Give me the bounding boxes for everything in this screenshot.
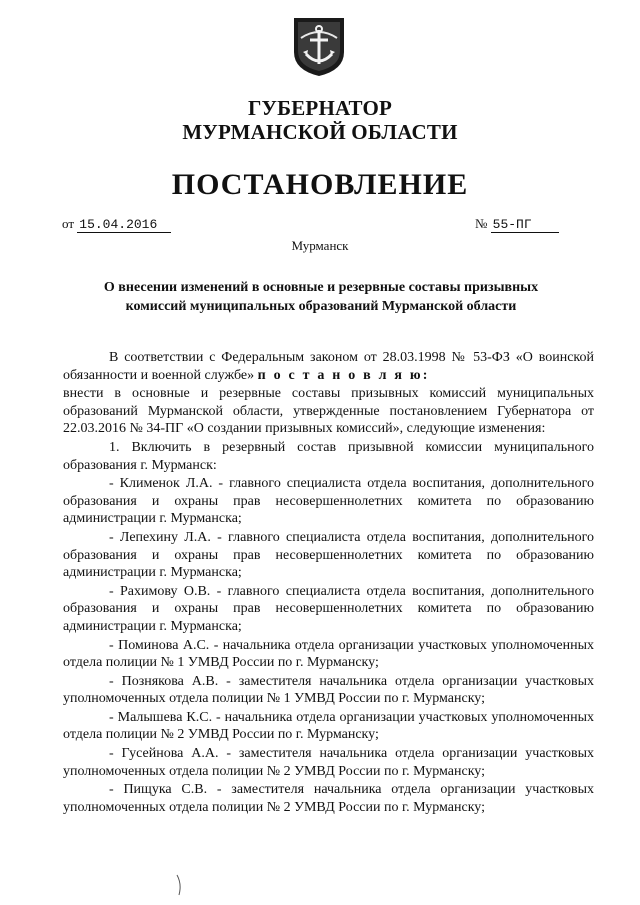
member-item: - Поминова А.С. - начальника отдела организации участковых уполномоченных отдела полиции № 1 УМВД России по г. Мурманску; xyxy=(63,637,594,671)
pen-mark xyxy=(176,874,184,896)
number-prefix: № xyxy=(475,216,488,231)
date-prefix: от xyxy=(62,216,75,231)
member-item: - Лепехину Л.А. - главного специалиста отдела воспитания, дополнительного образования и охраны прав несовершеннолетних комитета по образованию администрации г. Мурманска; xyxy=(63,529,594,581)
governor-title: ГУБЕРНАТОР xyxy=(247,96,393,120)
preamble-text: В соответствии с Федеральным законом от 28.03.1998 № 53-ФЗ «О воинской обязанности и военной службе» xyxy=(63,350,594,383)
member-item: - Клименок Л.А. - главного специалиста отдела воспитания, дополнительного образования и охраны прав несовершеннолетних комитета по образованию администрации г. Мурманска; xyxy=(63,476,594,527)
region-title: МУРМАНСКОЙ ОБЛАСТИ xyxy=(182,120,458,144)
date-value: 15.04.2016 xyxy=(77,217,171,233)
document-subject: О внесении изменений в основные и резервные составы призывных комиссий муниципальных образований Мурманской области xyxy=(103,280,539,314)
document-number xyxy=(475,216,559,233)
member-item: - Гусейнова А.А. - заместителя начальника отдела организации участковых уполномоченных отдела полиции № 2 УМВД России по г. Мурманску; xyxy=(63,746,594,779)
member-item: - Малышева К.С. - начальника отдела организации участковых уполномоченных отдела полиции № 2 УМВД России по г. Мурманску; xyxy=(63,709,594,743)
intro-paragraph: внести в основные и резервные составы призывных комиссий муниципальных образований Мурманской области, утвержденные постановлением Губернатора от 22.03.2016 № 34-ПГ «О создании призывных комиссий», следующие изменения: xyxy=(63,386,594,437)
coat-of-arms-icon xyxy=(291,16,347,78)
member-item: - Рахимову О.В. - главного специалиста отдела воспитания, дополнительного образования и охраны прав несовершеннолетних комитета по образованию администрации г. Мурманска; xyxy=(63,583,594,634)
member-item: - Познякова А.В. - заместителя начальника отдела организации участковых уполномоченных отдела полиции № 1 УМВД России по г. Мурманску; xyxy=(63,673,594,707)
document-type-title: ПОСТАНОВЛЕНИЕ xyxy=(171,168,469,201)
city-name: Мурманск xyxy=(291,238,349,253)
document-body xyxy=(63,349,594,817)
decree-word: п о с т а н о в л я ю: xyxy=(257,367,430,383)
member-item: - Пищука С.В. - заместителя начальника отдела организации участковых уполномоченных отдела полиции № 2 УМВД России по г. Мурманску; xyxy=(63,782,594,815)
number-value: 55-ПГ xyxy=(491,217,559,233)
preamble-paragraph xyxy=(63,349,594,384)
document-date xyxy=(62,216,171,233)
item-1-paragraph: 1. Включить в резервный состав призывной комиссии муниципального образования г. Мурманск: xyxy=(63,439,594,473)
